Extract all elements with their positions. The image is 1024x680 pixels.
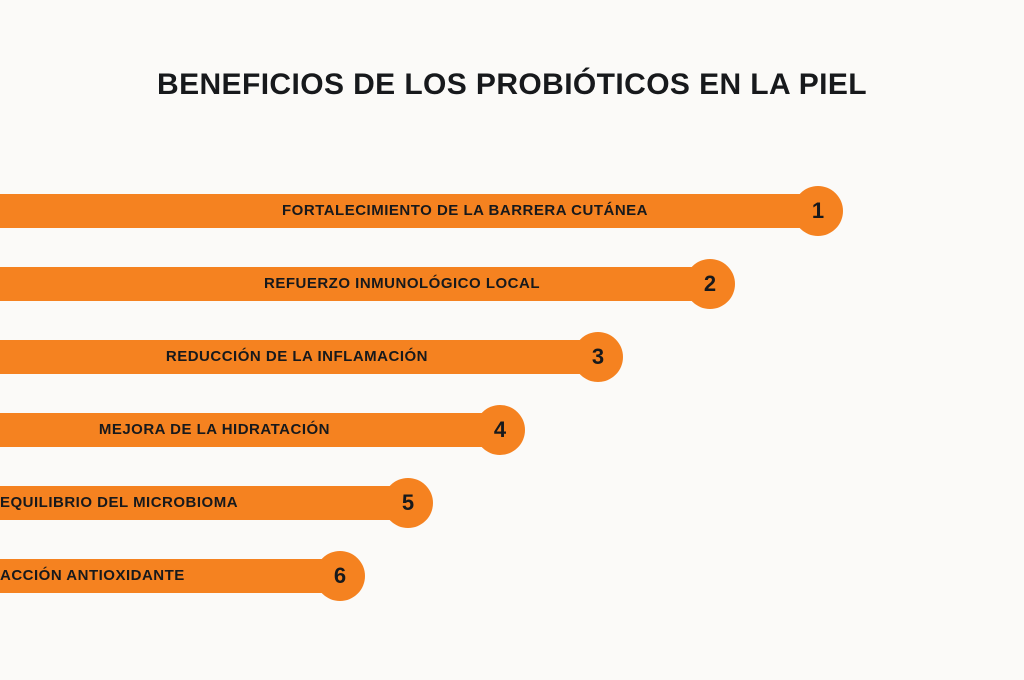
bar-number-badge: 4 — [475, 405, 525, 455]
bar-number-badge: 3 — [573, 332, 623, 382]
list-item — [0, 332, 1024, 382]
list-item — [0, 405, 1024, 455]
bar-label: MEJORA DE LA HIDRATACIÓN — [98, 421, 330, 438]
bar-number-badge: 1 — [793, 186, 843, 236]
bar-number-badge: 2 — [685, 259, 735, 309]
bar-list — [0, 186, 1024, 624]
bar-label: ACCIÓN ANTIOXIDANTE — [0, 567, 185, 584]
list-item — [0, 259, 1024, 309]
bar-label: REDUCCIÓN DE LA INFLAMACIÓN — [165, 348, 428, 365]
bar-number-badge: 6 — [315, 551, 365, 601]
page-title: BENEFICIOS DE LOS PROBIÓTICOS EN LA PIEL — [157, 68, 867, 101]
list-item — [0, 478, 1024, 528]
bar-number-badge: 5 — [383, 478, 433, 528]
bar-label: REFUERZO INMUNOLÓGICO LOCAL — [264, 275, 540, 292]
list-item — [0, 186, 1024, 236]
bar-label: FORTALECIMIENTO DE LA BARRERA CUTÁNEA — [282, 202, 648, 219]
list-item — [0, 551, 1024, 601]
bar-label: EQUILIBRIO DEL MICROBIOMA — [0, 494, 239, 511]
